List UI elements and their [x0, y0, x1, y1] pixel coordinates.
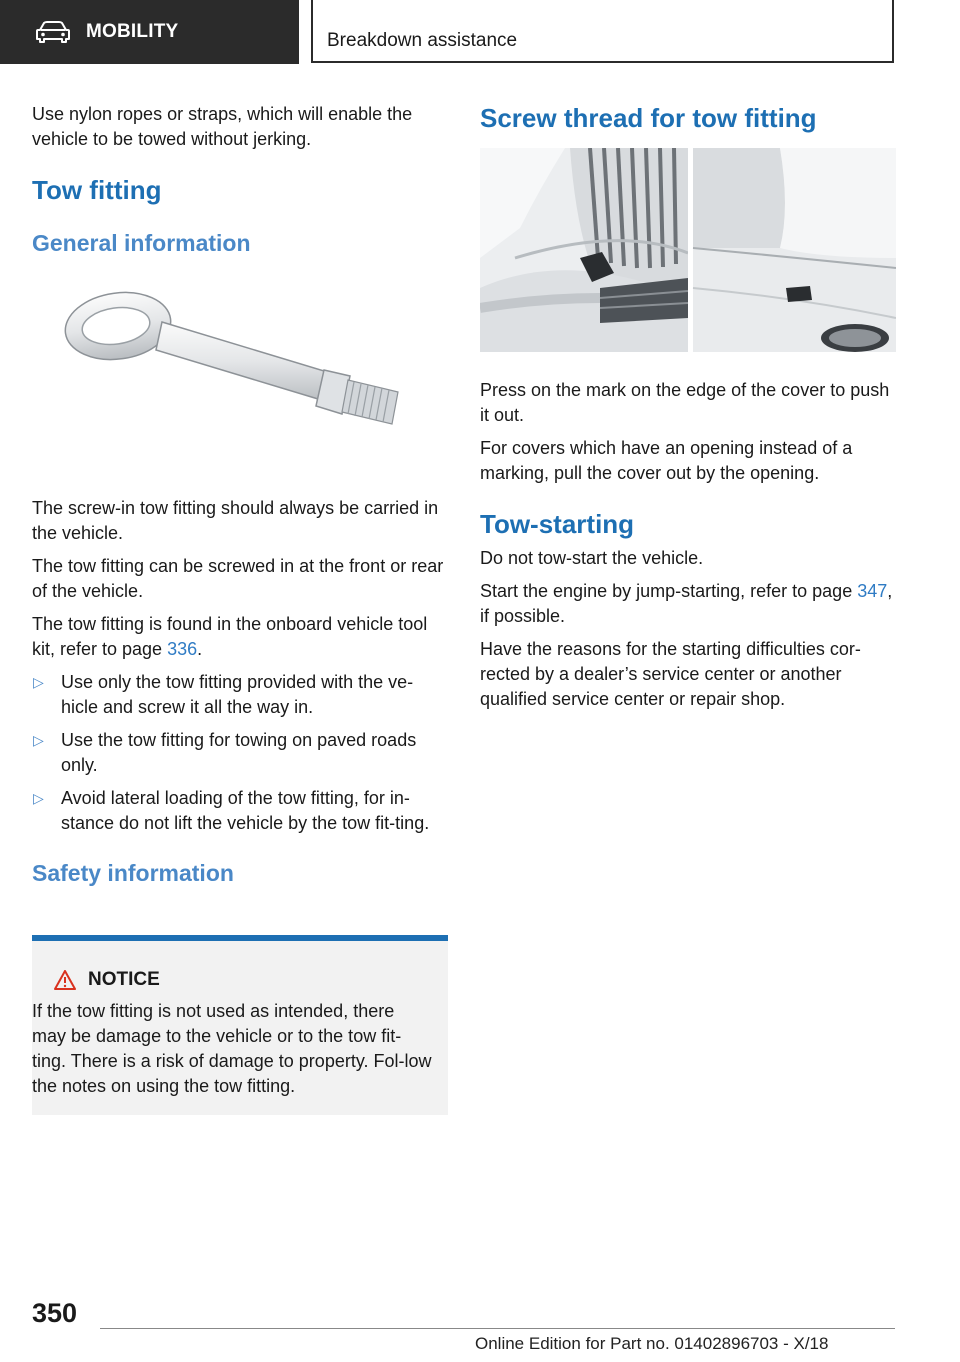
notice-title: NOTICE — [88, 969, 160, 990]
list-item: ▷ Avoid lateral loading of the tow fitting, for in‐stance do not lift the vehicle by the tow fit‐ting. — [33, 788, 430, 833]
page-link-336[interactable]: 336 — [167, 639, 198, 659]
paragraph-no-tow-start: Do not tow-start the vehicle. — [480, 548, 704, 568]
notice-header — [54, 969, 160, 991]
heading-safety-information: Safety information — [32, 860, 234, 886]
bumper-cover-image — [480, 148, 896, 352]
paragraph-tool-kit: The tow fitting is found in the onboard vehicle tool kit, refer to page 336. — [32, 614, 428, 659]
heading-tow-starting: Tow-starting — [480, 509, 635, 539]
tow-fitting-image — [32, 278, 448, 478]
paragraph-front-rear: The tow fitting can be screwed in at the front or rear of the vehicle. — [32, 556, 444, 601]
chapter-tab — [311, 0, 894, 63]
paragraph-press-mark: Press on the mark on the edge of the cover to push it out. — [480, 380, 890, 425]
list-item: ▷ Use the tow fitting for towing on paved roads only. — [33, 730, 417, 775]
paragraph-jump-start: Start the engine by jump-starting, refer to page 347, if possible. — [480, 581, 893, 626]
left-column — [32, 102, 448, 888]
bullet-triangle-icon: ▷ — [33, 674, 44, 690]
chapter-title: Breakdown assistance — [327, 30, 518, 51]
heading-screw-thread: Screw thread for tow fitting — [480, 103, 817, 133]
heading-tow-fitting: Tow fitting — [32, 175, 162, 205]
footer-rule — [100, 1328, 895, 1329]
page-link-347[interactable]: 347 — [857, 581, 888, 601]
intro-paragraph: Use nylon ropes or straps, which will enable the vehicle to be towed without jerking. — [32, 104, 413, 149]
notice-box — [32, 935, 448, 1115]
paragraph-opening: For covers which have an opening instead of a marking, pull the cover out by the opening. — [480, 438, 853, 483]
tow-fitting-bullets — [32, 670, 448, 836]
bullet-triangle-icon: ▷ — [33, 790, 44, 806]
section-tab — [0, 0, 299, 64]
paragraph-carry: The screw-in tow fitting should always be carried in the vehicle. — [32, 498, 439, 543]
list-item: ▷ Use only the tow fitting provided with the ve‐hicle and screw it all the way in. — [33, 672, 414, 717]
warning-icon — [54, 970, 76, 990]
right-column — [480, 102, 896, 720]
car-icon — [36, 21, 70, 43]
heading-general-information: General information — [32, 230, 251, 256]
page-number: 350 — [32, 1298, 78, 1328]
bullet-triangle-icon: ▷ — [33, 732, 44, 748]
notice-body: If the tow fitting is not used as intended, there may be damage to the vehicle or to the tow fit‐ting. There is a risk of damage to property. Fol‐low the notes on using the tow fitting. — [32, 1001, 432, 1096]
section-title: MOBILITY — [86, 21, 179, 42]
paragraph-dealer: Have the reasons for the starting difficulties cor‐rected by a dealer’s service center or another qualified service center or repair shop. — [480, 639, 861, 709]
edition-note: Online Edition for Part no. 01402896703 - X/18 — [475, 1334, 829, 1353]
